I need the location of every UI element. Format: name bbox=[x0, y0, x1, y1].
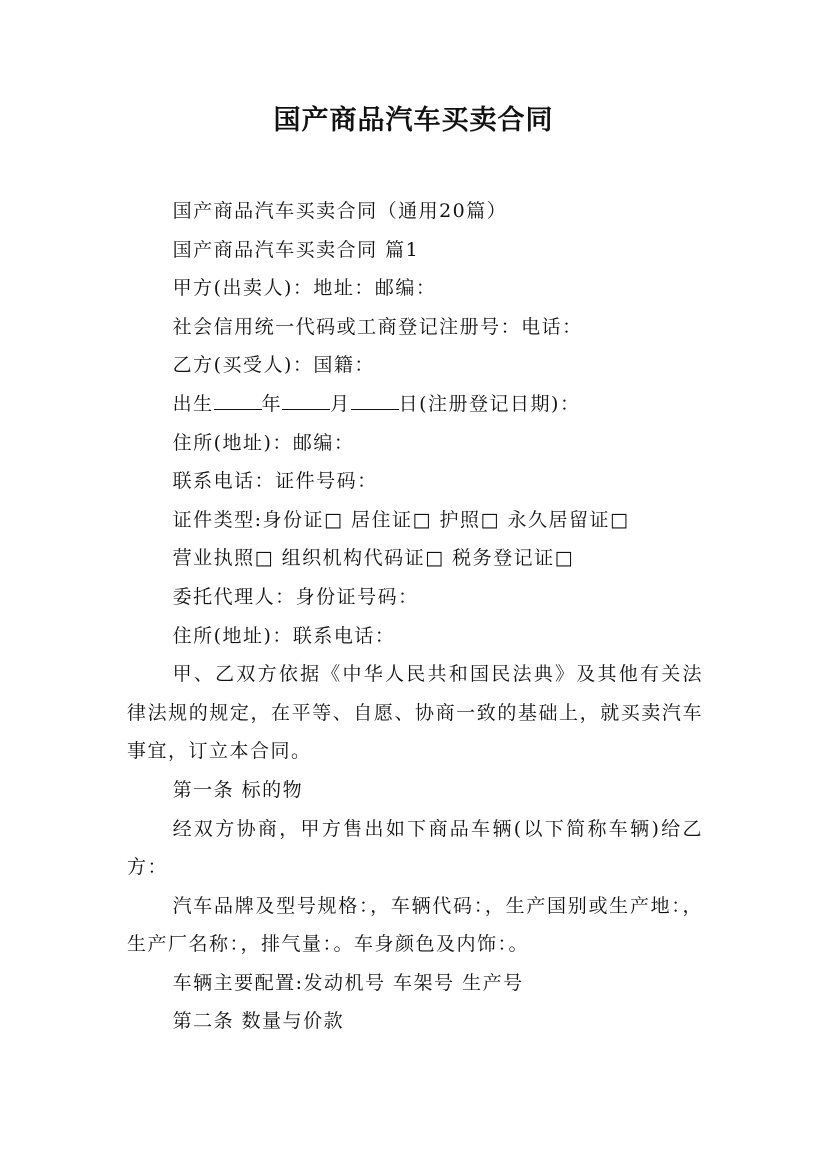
agent-address-line: 住所(地址)：联系电话： bbox=[172, 624, 396, 647]
document-body bbox=[127, 192, 703, 1041]
birth-date-line bbox=[127, 385, 703, 424]
seller-credit-code-line: 社会信用统一代码或工商登记注册号：电话： bbox=[172, 315, 583, 338]
year-label: 年 bbox=[261, 392, 283, 415]
preamble-paragraph: 甲、乙双方依据《中华人民共和国民法典》及其他有关法律法规的规定，在平等、自愿、协商一致的基础上，就买卖汽车事宜，订立本合同。 bbox=[127, 663, 703, 763]
license-type-line: 营业执照□ 组织机构代码证□ 税务登记证□ bbox=[172, 547, 575, 570]
contract-part-line: 国产商品汽车买卖合同 篇1 bbox=[172, 238, 420, 261]
article-two-heading: 第二条 数量与价款 bbox=[172, 1010, 345, 1033]
buyer-info-line: 乙方(买受人)：国籍： bbox=[172, 354, 375, 377]
document-title: 国产商品汽车买卖合同 bbox=[273, 105, 554, 136]
vehicle-spec-paragraph: 汽车品牌及型号规格：，车辆代码：，生产国别或生产地：，生产厂名称：，排气量：。车身颜色及内饰：。 bbox=[127, 894, 703, 956]
month-label: 月 bbox=[330, 392, 351, 415]
buyer-phone-line: 联系电话：证件号码： bbox=[172, 470, 378, 493]
article-one-heading: 第一条 标的物 bbox=[172, 778, 304, 801]
seller-info-line: 甲方(出卖人)：地址：邮编： bbox=[172, 277, 437, 300]
day-label: 日(注册登记日期)： bbox=[398, 392, 581, 415]
birth-label: 出生 bbox=[172, 392, 214, 415]
year-blank bbox=[214, 387, 262, 410]
buyer-address-line: 住所(地址)：邮编： bbox=[172, 431, 355, 454]
id-type-line: 证件类型:身份证□ 居住证□ 护照□ 永久居留证□ bbox=[172, 508, 630, 531]
contract-heading-line: 国产商品汽车买卖合同（通用20篇） bbox=[172, 200, 508, 222]
month-blank bbox=[282, 387, 330, 410]
day-blank bbox=[351, 387, 399, 410]
agent-line: 委托代理人：身份证号码： bbox=[172, 585, 419, 608]
article-one-paragraph: 经双方协商，甲方售出如下商品车辆(以下简称车辆)给乙方： bbox=[127, 817, 703, 879]
vehicle-config-line: 车辆主要配置:发动机号 车架号 生产号 bbox=[172, 971, 524, 994]
